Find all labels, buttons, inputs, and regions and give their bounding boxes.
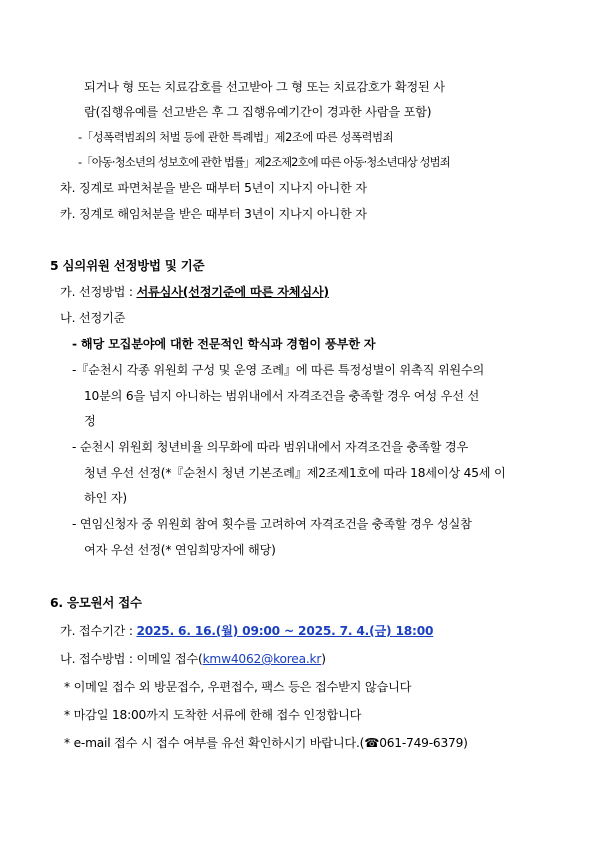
list-item: -「아동·청소년의 성보호에 관한 법률」제2조제2호에 따른 아동·청소년대상 성범죄: [78, 155, 450, 169]
note-item: * e-mail 접수 시 접수 여부를 유선 확인하시기 바랍니다.(☎061-749-6379): [64, 736, 468, 750]
field-label: ): [321, 652, 326, 666]
email-link[interactable]: kmw4062@korea.kr: [202, 652, 322, 666]
selection-method: [60, 284, 329, 300]
application-method: [60, 651, 326, 667]
field-value: 서류심사(선정기준에 따른 자체심사): [136, 285, 329, 299]
criteria-item: - 연임신청자 중 위원회 참여 횟수를 고려하여 자격조건을 충족할 경우 성실참: [72, 517, 472, 531]
criteria-item-cont: 정: [84, 414, 96, 428]
field-label: 나. 접수방법 : 이메일 접수(: [60, 652, 203, 666]
application-period: [60, 623, 433, 639]
note-item: * 이메일 접수 외 방문접수, 우편접수, 팩스 등은 접수받지 않습니다: [64, 680, 412, 694]
criteria-item-cont: 하인 자): [84, 491, 127, 505]
criteria-item: - 해당 모집분야에 대한 전문적인 학식과 경험이 풍부한 자: [72, 337, 376, 351]
criteria-item-cont: 청년 우선 선정(*『순천시 청년 기본조례』제2조제1호에 따라 18세이상 45세 이: [84, 466, 506, 480]
criteria-item: -『순천시 각종 위원회 구성 및 운영 조례』에 따른 특정성별이 위촉직 위원수의: [72, 363, 485, 377]
period-value: 2025. 6. 16.(월) 09:00 ~ 2025. 7. 4.(금) 18:00: [136, 624, 434, 638]
note-item: * 마감일 18:00까지 도착한 서류에 한해 접수 인정합니다: [64, 708, 362, 722]
list-item: 차. 징계로 파면처분을 받은 때부터 5년이 지나지 아니한 자: [60, 181, 367, 195]
list-item: 카. 징계로 해임처분을 받은 때부터 3년이 지나지 아니한 자: [60, 207, 367, 221]
criteria-item-cont: 10분의 6을 넘지 아니하는 범위내에서 자격조건을 충족할 경우 여성 우선 선: [84, 389, 480, 403]
field-label: 가. 접수기간 :: [60, 624, 137, 638]
section-heading: 6. 응모원서 접수: [50, 595, 142, 610]
text-line: 되거나 형 또는 치료감호를 선고받아 그 형 또는 치료감호가 확정된 사: [84, 80, 445, 94]
list-item: -「성폭력범죄의 처벌 등에 관한 특례법」제2조에 따른 성폭력범죄: [78, 130, 394, 144]
criteria-item-cont: 여자 우선 선정(* 연임희망자에 해당): [84, 543, 276, 557]
field-label: 가. 선정방법 :: [60, 285, 137, 299]
text-line: 람(집행유예를 선고받은 후 그 집행유예기간이 경과한 사람을 포함): [84, 105, 432, 119]
section-heading: 5 심의위원 선정방법 및 기준: [50, 258, 205, 273]
field-label: 나. 선정기준: [60, 311, 126, 325]
criteria-item: - 순천시 위원회 청년비율 의무화에 따라 범위내에서 자격조건을 충족할 경우: [72, 440, 469, 454]
